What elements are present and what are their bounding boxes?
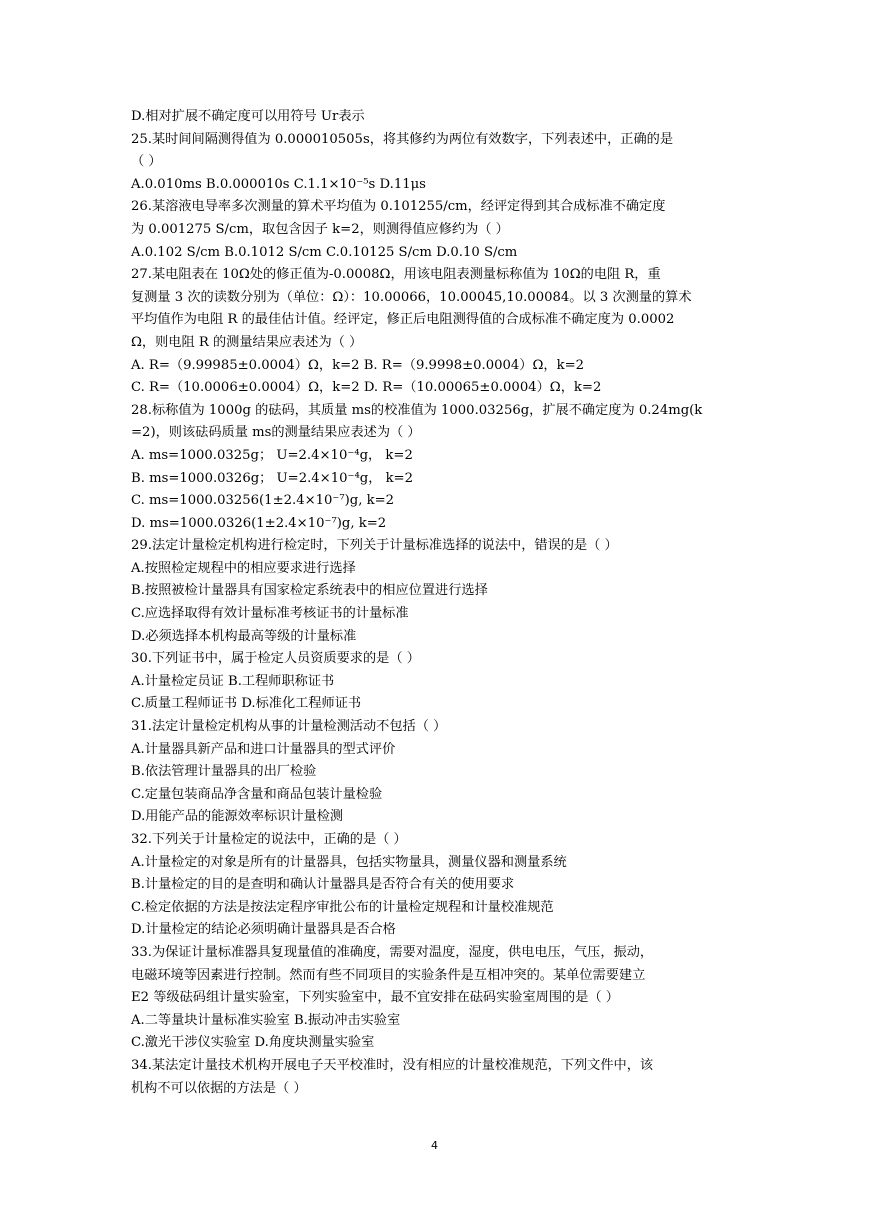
text-line: A.0.010ms B.0.000010s C.1.1×10⁻⁵s D.11μs (131, 176, 426, 192)
text-line: B.计量检定的目的是查明和确认计量器具是否符合有关的使用要求 (131, 877, 515, 893)
text-line: D. ms=1000.0326(1±2.4×10⁻⁷)g, k=2 (131, 515, 387, 531)
text-line: 34.某法定计量技术机构开展电子天平校准时，没有相应的计量校准规范，下列文件中，该 (131, 1057, 654, 1073)
text-line: B.按照被检计量器具有国家检定系统表中的相应位置进行选择 (131, 583, 488, 599)
text-line: 复测量 3 次的读数分别为（单位：Ω）：10.00066，10.00045,10.00084。以 3 次测量的算术 (131, 289, 692, 305)
text-line: （ ） (131, 154, 162, 170)
text-line: C.质量工程师证书 D.标准化工程师证书 (131, 696, 362, 712)
text-line: C.定量包装商品净含量和商品包装计量检验 (131, 786, 383, 802)
text-line: E2 等级砝码组计量实验室，下列实验室中，最不宜安排在砝码实验室周围的是（ ） (131, 990, 619, 1006)
text-line: A.0.102 S/cm B.0.1012 S/cm C.0.10125 S/cm D.0.10 S/cm (131, 244, 518, 260)
text-line: A.计量器具新产品和进口计量器具的型式评价 (131, 741, 396, 757)
text-line: B.依法管理计量器具的出厂检验 (131, 764, 317, 780)
text-line: 32.下列关于计量检定的说法中，正确的是（ ） (131, 832, 407, 847)
text-line: C.检定依据的方法是按法定程序审批公布的计量检定规程和计量校准规范 (131, 899, 554, 915)
text-line: 平均值作为电阻 R 的最佳估计值。经评定，修正后电阻测得值的合成标准不确定度为 0.0002 (131, 312, 675, 328)
text-line: A. ms=1000.0325g； U=2.4×10⁻⁴g， k=2 (131, 447, 413, 463)
text-line: 28.标称值为 1000g 的砝码，其质量 ms的校准值为 1000.03256g，扩展不确定度为 0.24mg(k (131, 402, 703, 418)
text-line: A.按照检定规程中的相应要求进行选择 (131, 560, 356, 576)
page-number: 4 (431, 1139, 438, 1152)
text-line: 30.下列证书中，属于检定人员资质要求的是（ ） (131, 651, 420, 667)
text-line: 25.某时间间隔测得值为 0.000010505s，将其修约为两位有效数字，下列表述中，正确的是 (131, 131, 674, 147)
text-line: 电磁环境等因素进行控制。然而有些不同项目的实验条件是互相冲突的。某单位需要建立 (131, 967, 646, 983)
text-line: D.相对扩展不确定度可以用符号 Ur表示 (131, 109, 365, 124)
page-content (131, 106, 741, 1100)
text-line: C. ms=1000.03256(1±2.4×10⁻⁷)g, k=2 (131, 493, 395, 509)
text-line: A.计量检定员证 B.工程师职称证书 (131, 673, 335, 689)
text-line: 26.某溶液电导率多次测量的算术平均值为 0.101255/cm，经评定得到其合成标准不确定度 (131, 199, 666, 215)
text-line: 33.为保证计量标准器具复现量值的准确度，需要对温度，湿度，供电电压，气压，振动， (131, 944, 654, 960)
text-line: 31.法定计量检定机构从事的计量检测活动不包括（ ） (131, 719, 447, 735)
text-line: 机构不可以依据的方法是（ ） (131, 1080, 307, 1096)
text-line: 29.法定计量检定机构进行检定时，下列关于计量标准选择的说法中，错误的是（ ） (131, 538, 618, 554)
text-line: =2)，则该砝码质量 ms的测量结果应表述为（ ） (131, 425, 421, 441)
text-line: 为 0.001275 S/cm，取包含因子 k=2，则测得值应修约为（ ） (131, 221, 509, 237)
text-line: A. R=（9.99985±0.0004）Ω，k=2 B. R=（9.9998±0.0004）Ω，k=2 (131, 357, 585, 373)
text-line: C.应选择取得有效计量标准考核证书的计量标准 (131, 606, 409, 622)
text-line: D.必须选择本机构最高等级的计量标准 (131, 628, 357, 644)
text-line: D.计量检定的结论必须明确计量器具是否合格 (131, 922, 396, 938)
text-line: B. ms=1000.0326g； U=2.4×10⁻⁴g， k=2 (131, 470, 413, 486)
text-line: C. R=（10.0006±0.0004）Ω，k=2 D. R=（10.00065±0.0004）Ω，k=2 (131, 380, 602, 396)
text-line: A.计量检定的对象是所有的计量器具，包括实物量具，测量仪器和测量系统 (131, 854, 567, 870)
text-line: C.激光干涉仪实验室 D.角度块测量实验室 (131, 1035, 375, 1051)
text-line: 27.某电阻表在 10Ω处的修正值为-0.0008Ω，用该电阻表测量标称值为 10Ω的电阻 R，重 (131, 267, 661, 283)
text-line: D.用能产品的能源效率标识计量检测 (131, 809, 344, 825)
text-line: Ω，则电阻 R 的测量结果应表述为（ ） (131, 334, 363, 350)
text-line: A.二等量块计量标准实验室 B.振动冲击实验室 (131, 1012, 401, 1028)
